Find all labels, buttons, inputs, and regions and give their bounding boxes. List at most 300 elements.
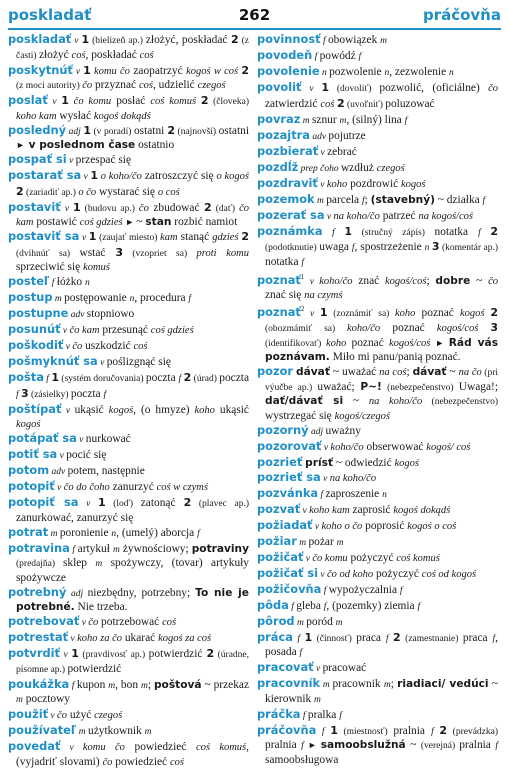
translation-text: przesunąć: [99, 324, 151, 336]
italic-text: koho: [194, 404, 215, 416]
headword: poskytnúť: [8, 62, 73, 77]
sense-number: 1: [90, 169, 98, 182]
grammar-label: m: [383, 680, 391, 691]
gloss-note: (plavec ap.): [191, 499, 249, 509]
headword: pozdraviť: [257, 175, 318, 190]
header-rule: [8, 28, 501, 30]
headword: potrebovať: [8, 614, 80, 628]
italic-text: czegoś: [197, 80, 226, 91]
translation-text: powiedzieć: [112, 755, 170, 768]
page-number: 262: [238, 6, 271, 24]
translation-text: pozwolić, (oficiálne): [379, 82, 489, 94]
translation-text: ~: [470, 274, 489, 287]
grammar-label: n: [319, 68, 330, 78]
phrase-bold: poštová: [153, 678, 202, 691]
phrase-bold: dávať: [296, 366, 330, 379]
italic-text: na koho/čo: [368, 396, 423, 408]
phrase-bold: potraviny: [191, 542, 250, 555]
sense-number: 1: [81, 33, 90, 46]
headword: práca: [257, 629, 293, 644]
italic-text: coś komuś: [195, 742, 247, 753]
translation-text: wystarać się: [96, 185, 158, 198]
headword: pošmyknúť sa: [8, 354, 98, 368]
gloss-note: (stručný zápis): [352, 227, 435, 238]
grammar-label: f: [417, 601, 421, 612]
italic-text: kogoś za coś: [158, 633, 212, 644]
dictionary-entry: [8, 291, 249, 307]
headword: povedať: [8, 739, 61, 753]
italic-text: o coś: [157, 186, 180, 198]
translation-text: ;: [390, 678, 398, 691]
translation-text: poznać: [380, 322, 437, 335]
gloss-note: (verejná): [420, 741, 460, 752]
grammar-label: v: [324, 211, 334, 222]
headword: poskladať: [8, 32, 72, 46]
dictionary-entry: [8, 403, 249, 432]
translation-text: rozbić namiot: [171, 216, 238, 228]
gloss-note: (pri výučbe ap.): [265, 368, 498, 393]
grammar-label: f: [351, 243, 355, 253]
grammar-label: prep čoho: [298, 163, 341, 174]
grammar-label: v: [60, 203, 73, 214]
dictionary-entry: [257, 471, 498, 487]
translation-text: praca: [462, 631, 493, 644]
italic-text: na koho/čo: [333, 210, 380, 222]
grammar-label: v: [301, 84, 322, 94]
grammar-label: v: [318, 147, 328, 158]
gloss-note: (zásielky): [28, 389, 71, 400]
translation-text: poronienie: [59, 526, 112, 539]
grammar-label: m: [296, 537, 309, 548]
grammar-label: m: [314, 195, 327, 206]
italic-text: coś komuś: [396, 552, 440, 564]
translation-text: pozdrowić: [347, 177, 402, 190]
grammar-label: v: [79, 233, 89, 243]
italic-text: čo komu: [312, 552, 348, 564]
italic-text: coś: [162, 617, 177, 628]
headword: poznať: [257, 272, 301, 287]
translation-text: , bon: [115, 678, 141, 691]
dictionary-entry: [257, 193, 498, 209]
translation-text: ukąsić: [214, 403, 249, 416]
translation-text: potwierdzić: [67, 662, 122, 675]
gloss-note: (miestnosť): [337, 726, 394, 737]
headword: postarať sa: [8, 168, 82, 182]
headword: povraz: [257, 111, 301, 126]
grammar-label: f: [301, 257, 305, 268]
grammar-label: v: [81, 172, 91, 182]
gloss-note: (komentár ap.): [439, 243, 499, 253]
italic-text: koho za čo: [77, 633, 123, 644]
grammar-label: v: [321, 442, 331, 453]
sense-number: 1: [83, 63, 91, 77]
translation-text: zaprosić: [349, 503, 394, 516]
grammar-label: f: [292, 633, 305, 644]
page-header: [8, 6, 501, 28]
gloss-note: (nebezpečenstvo): [422, 397, 499, 408]
translation-text: powiedzieć: [124, 741, 196, 753]
grammar-label: m: [16, 695, 23, 705]
right-column: [257, 32, 499, 766]
phrase-arrow: ►: [307, 740, 321, 751]
grammar-label: f: [69, 544, 78, 555]
sense-number: 3: [21, 386, 29, 400]
dictionary-entry: [8, 371, 249, 402]
headword: požičať: [257, 549, 304, 564]
dictionary-entry: [257, 456, 498, 471]
translation-text: wstać: [79, 246, 116, 259]
translation-text: posłać: [111, 95, 151, 107]
translation-text: pożyczyć: [347, 551, 397, 564]
translation-text: zebrać: [327, 145, 357, 158]
dictionary-entry: [257, 599, 498, 615]
italic-text: kogoś/coś: [385, 275, 427, 287]
italic-text: čo: [82, 80, 93, 91]
grammar-label: m: [294, 617, 307, 628]
grammar-label: f: [361, 195, 365, 206]
grammar-label: f: [301, 741, 308, 752]
grammar-label: m: [336, 537, 344, 548]
grammar-label: m: [314, 694, 321, 705]
sense-number: 1: [83, 123, 91, 137]
gloss-note: (uvoľniť): [344, 99, 386, 110]
grammar-label: f: [320, 36, 328, 46]
dictionary-entry: [257, 225, 498, 271]
grammar-label: adv: [309, 131, 329, 142]
sense-number: 1: [61, 94, 69, 107]
translation-text: pracownik: [332, 678, 384, 691]
translation-text: postępowanie: [64, 292, 130, 304]
translation-text: zanurkować, zanurzyć się: [16, 511, 134, 524]
translation-text: ~: [136, 216, 146, 228]
translation-text: uważać;: [317, 380, 361, 393]
italic-text: na kogoś/coś: [418, 210, 473, 222]
translation-text: złożyć, poskładać: [145, 34, 231, 46]
sense-number: 2: [490, 224, 498, 238]
dictionary-entry: [8, 169, 249, 200]
italic-text: coś: [320, 98, 337, 110]
grammar-label: n: [84, 278, 90, 288]
grammar-label: v: [79, 618, 89, 628]
translation-text: znać się: [265, 288, 305, 301]
dictionary-entry: [257, 583, 498, 599]
grammar-label: adv: [49, 467, 68, 477]
italic-text: na čo: [458, 367, 482, 379]
dictionary-entry: [257, 33, 498, 49]
grammar-label: v: [304, 276, 320, 287]
grammar-label: m: [335, 617, 343, 628]
dictionary-entry: [8, 631, 249, 647]
dictionary-entry: [8, 647, 249, 677]
sense-number: 2: [241, 63, 249, 77]
sense-number: 1: [304, 630, 313, 644]
headword: postup: [8, 290, 53, 304]
homonym-number: 1: [300, 272, 305, 281]
gloss-note: (zaujať miesto): [96, 233, 161, 243]
phrase-bold: P~!: [360, 380, 382, 393]
headword: pozvánka: [257, 485, 319, 500]
italic-text: koho kam: [16, 110, 57, 122]
dictionary-entry: [257, 209, 498, 225]
grammar-label: m: [144, 727, 152, 737]
dictionary-entry: [257, 129, 498, 145]
gloss-note: (dať): [211, 203, 240, 214]
sense-number: 1: [344, 224, 352, 238]
dictionary-entry: [8, 94, 249, 123]
italic-text: coś: [133, 341, 148, 352]
phrase-arrow: ►: [16, 140, 25, 150]
gloss-note: (zamestnanie): [400, 633, 463, 644]
translation-text: , poskładać: [85, 48, 140, 61]
grammar-label: f: [69, 680, 77, 691]
grammar-label: adj: [308, 426, 326, 437]
translation-text: pocić się: [66, 449, 107, 461]
grammar-label: v: [57, 451, 67, 461]
translation-text: potwierdzić: [148, 648, 207, 660]
headword: posunúť: [8, 322, 61, 336]
translation-text: , procedura: [134, 292, 189, 304]
translation-text: ~ działka: [434, 193, 483, 206]
sense-number: 1: [51, 371, 60, 384]
grammar-label: f: [399, 585, 403, 596]
translation-text: ~ odwiedzić: [332, 456, 395, 469]
translation-text: Uwaga!;: [458, 380, 498, 393]
italic-text: čo: [57, 710, 67, 721]
dictionary-entry: [8, 496, 249, 525]
gloss-note: (predajňa): [16, 559, 63, 569]
dictionary-entry: [8, 724, 249, 740]
grammar-label: v: [303, 553, 313, 564]
sense-number: 2: [336, 96, 345, 110]
phrase-bold: stan: [145, 216, 172, 228]
headword: poštípať: [8, 401, 62, 416]
dictionary-entry: [8, 615, 249, 631]
grammar-label: v: [48, 711, 58, 721]
italic-text: čo od koho: [327, 568, 374, 580]
italic-text: coś: [138, 80, 153, 91]
italic-text: koho/čo: [330, 441, 364, 453]
translation-text: zatwierdzić: [265, 97, 321, 110]
translation-text: parcela: [326, 193, 362, 206]
headword: požiadať: [257, 517, 313, 532]
gloss-note: (loď): [105, 499, 141, 509]
translation-text: Nie trzeba.: [74, 601, 128, 613]
translation-text: , (o hmyze): [133, 403, 195, 416]
translation-text: ~ przekaz: [201, 678, 250, 691]
translation-text: wysłać: [56, 109, 94, 122]
translation-text: pralnia: [265, 739, 302, 752]
headword: pošta: [8, 370, 44, 384]
translation-text: stanąć: [177, 231, 213, 243]
italic-text: kogoś/coś: [436, 323, 491, 335]
grammar-label: f: [312, 52, 320, 62]
translation-text: pożar: [308, 535, 337, 548]
headword: poškodiť: [8, 338, 64, 352]
grammar-label: m: [76, 727, 88, 737]
headword: pospať si: [8, 152, 67, 166]
grammar-label: f: [321, 585, 329, 596]
gloss-note: (budovu ap.): [80, 203, 139, 214]
grammar-label: v: [60, 326, 70, 336]
italic-text: koho/čo: [346, 323, 381, 335]
italic-text: čo do čoho: [63, 482, 110, 493]
translation-text: pojutrze: [328, 129, 366, 142]
translation-text: uwaga: [319, 241, 352, 253]
dictionary-entry: [257, 724, 498, 768]
italic-text: czegoś: [94, 710, 123, 721]
headword: práčka: [257, 706, 301, 721]
translation-text: poprosić: [362, 519, 408, 532]
translation-text: ostatni: [218, 124, 249, 137]
translation-text: poród: [306, 615, 336, 628]
italic-text: kogoś/czegoś: [334, 410, 391, 422]
dictionary-entry: [257, 303, 498, 365]
translation-text: ~ uważać: [329, 366, 380, 379]
gloss-note: (najnovší): [175, 126, 219, 137]
headword: požičať si: [257, 565, 319, 580]
dictionary-entry: [257, 440, 498, 456]
sense-number: 2: [241, 230, 250, 243]
translation-text: pracować: [322, 662, 367, 675]
dictionary-entry: [8, 33, 249, 63]
gloss-note: (dvihnúť sa): [16, 248, 80, 259]
gloss-note: (človeka): [208, 97, 249, 107]
headword: potom: [8, 463, 50, 477]
translation-text: notatka: [265, 255, 302, 268]
grammar-label: n: [449, 68, 454, 78]
translation-text: użytkownik: [88, 725, 145, 737]
headword: poznámka: [257, 223, 323, 238]
translation-text: poczta: [219, 372, 250, 384]
translation-text: zatroszczyć się: [141, 170, 217, 182]
dictionary-entry: [8, 64, 249, 94]
headword: pozerať sa: [257, 207, 325, 222]
translation-text: znać: [352, 274, 386, 287]
translation-text: uszkodzić: [82, 340, 134, 352]
headword: pozajtra: [257, 127, 310, 142]
headword: posledný: [8, 122, 67, 137]
grammar-label: f: [299, 648, 303, 659]
italic-text: kogoś/coś: [388, 337, 436, 349]
grammar-label: n: [382, 489, 387, 500]
dictionary-entry: [257, 708, 498, 724]
dictionary-entry: [257, 615, 498, 631]
running-head-right: práčovňa: [422, 6, 501, 24]
sense-number: 2: [439, 723, 448, 737]
italic-text: kogoś w coś: [186, 65, 242, 77]
italic-text: gdzieś: [212, 232, 242, 243]
italic-text: na koho/čo: [329, 472, 377, 484]
sense-number: 2: [490, 305, 498, 319]
dictionary-entry: [257, 519, 498, 535]
grammar-label: n: [384, 68, 390, 78]
headword: povodeň: [257, 48, 313, 62]
headword: potápať sa: [8, 431, 77, 445]
gloss-note: (úradne, písomne ap.): [16, 650, 249, 675]
translation-text: uważny: [325, 424, 361, 437]
sense-number: 3: [490, 321, 499, 335]
sense-number: 2: [200, 94, 209, 107]
translation-text: sprzeciwić się: [16, 261, 84, 273]
headword: pozdĺž: [257, 159, 299, 174]
grammar-label: v: [63, 342, 73, 352]
translation-text: postawić: [33, 216, 80, 228]
gloss-note: (systém doručovania): [59, 374, 146, 384]
sense-number: 2: [16, 184, 24, 198]
dictionary-entry: [257, 535, 498, 551]
grammar-label: f: [103, 389, 107, 400]
dictionary-entry: [8, 526, 249, 542]
italic-text: kogoś o coś: [407, 520, 457, 532]
grammar-label: adv: [68, 310, 87, 320]
grammar-label: f: [404, 115, 408, 126]
translation-text: nurkować: [85, 433, 131, 445]
grammar-label: v: [66, 156, 76, 166]
grammar-label: m: [108, 680, 116, 691]
translation-text: sznur: [311, 113, 340, 126]
translation-text: złożyć: [38, 48, 72, 61]
gloss-note: (podotknutie): [265, 243, 320, 253]
translation-text: sklep: [62, 557, 96, 569]
headword: potopiť: [8, 479, 55, 493]
translation-text: pożyczyć: [373, 567, 422, 580]
dictionary-entry: [8, 201, 249, 230]
grammar-label: v: [312, 521, 322, 532]
grammar-label: v: [72, 66, 84, 77]
translation-text: ;: [364, 193, 371, 206]
dictionary-entry: [257, 177, 498, 193]
italic-text: o koho/čo: [98, 171, 142, 182]
sense-number: 3: [115, 245, 123, 259]
dictionary-entry: [257, 631, 498, 661]
dictionary-entry: [8, 480, 249, 496]
dictionary-entry: [8, 307, 249, 323]
headword: potrestať: [8, 630, 69, 644]
headword: postaviť: [8, 199, 61, 214]
translation-text: pocztowy: [22, 693, 71, 705]
headword: potrat: [8, 524, 49, 539]
grammar-label: f: [431, 726, 440, 737]
italic-text: koho: [395, 307, 416, 319]
translation-text: niezbędny, potrzebny;: [87, 586, 196, 599]
running-head-left: poskladať: [8, 6, 92, 24]
phrase-bold: (stavebný): [370, 193, 435, 206]
headword: pozorný: [257, 422, 309, 437]
italic-text: koho/čo: [319, 275, 353, 287]
dictionary-entry: [8, 464, 249, 480]
italic-text: čo: [488, 83, 498, 94]
grammar-label: adj: [66, 126, 84, 137]
phrase-bold: Rád vás poznávam.: [265, 336, 499, 364]
grammar-label: f: [300, 710, 308, 721]
translation-text: potem, następnie: [67, 465, 145, 477]
headword: používateľ: [8, 723, 77, 737]
headword: požiar: [257, 533, 297, 548]
translation-text: ;: [147, 678, 154, 691]
italic-text: kogoś: [16, 419, 41, 430]
grammar-label: m: [52, 294, 65, 304]
translation-text: pozwolenie: [329, 66, 385, 78]
sense-number: 1: [71, 647, 79, 660]
translation-text: ukąsić: [74, 403, 109, 416]
grammar-label: m: [380, 36, 388, 46]
dictionary-entry: [8, 586, 249, 615]
grammar-label: f: [339, 710, 342, 721]
grammar-label: f: [197, 528, 200, 539]
dictionary-entry: [8, 339, 249, 355]
italic-text: na coś: [379, 367, 407, 379]
dictionary-entry: [8, 323, 249, 339]
